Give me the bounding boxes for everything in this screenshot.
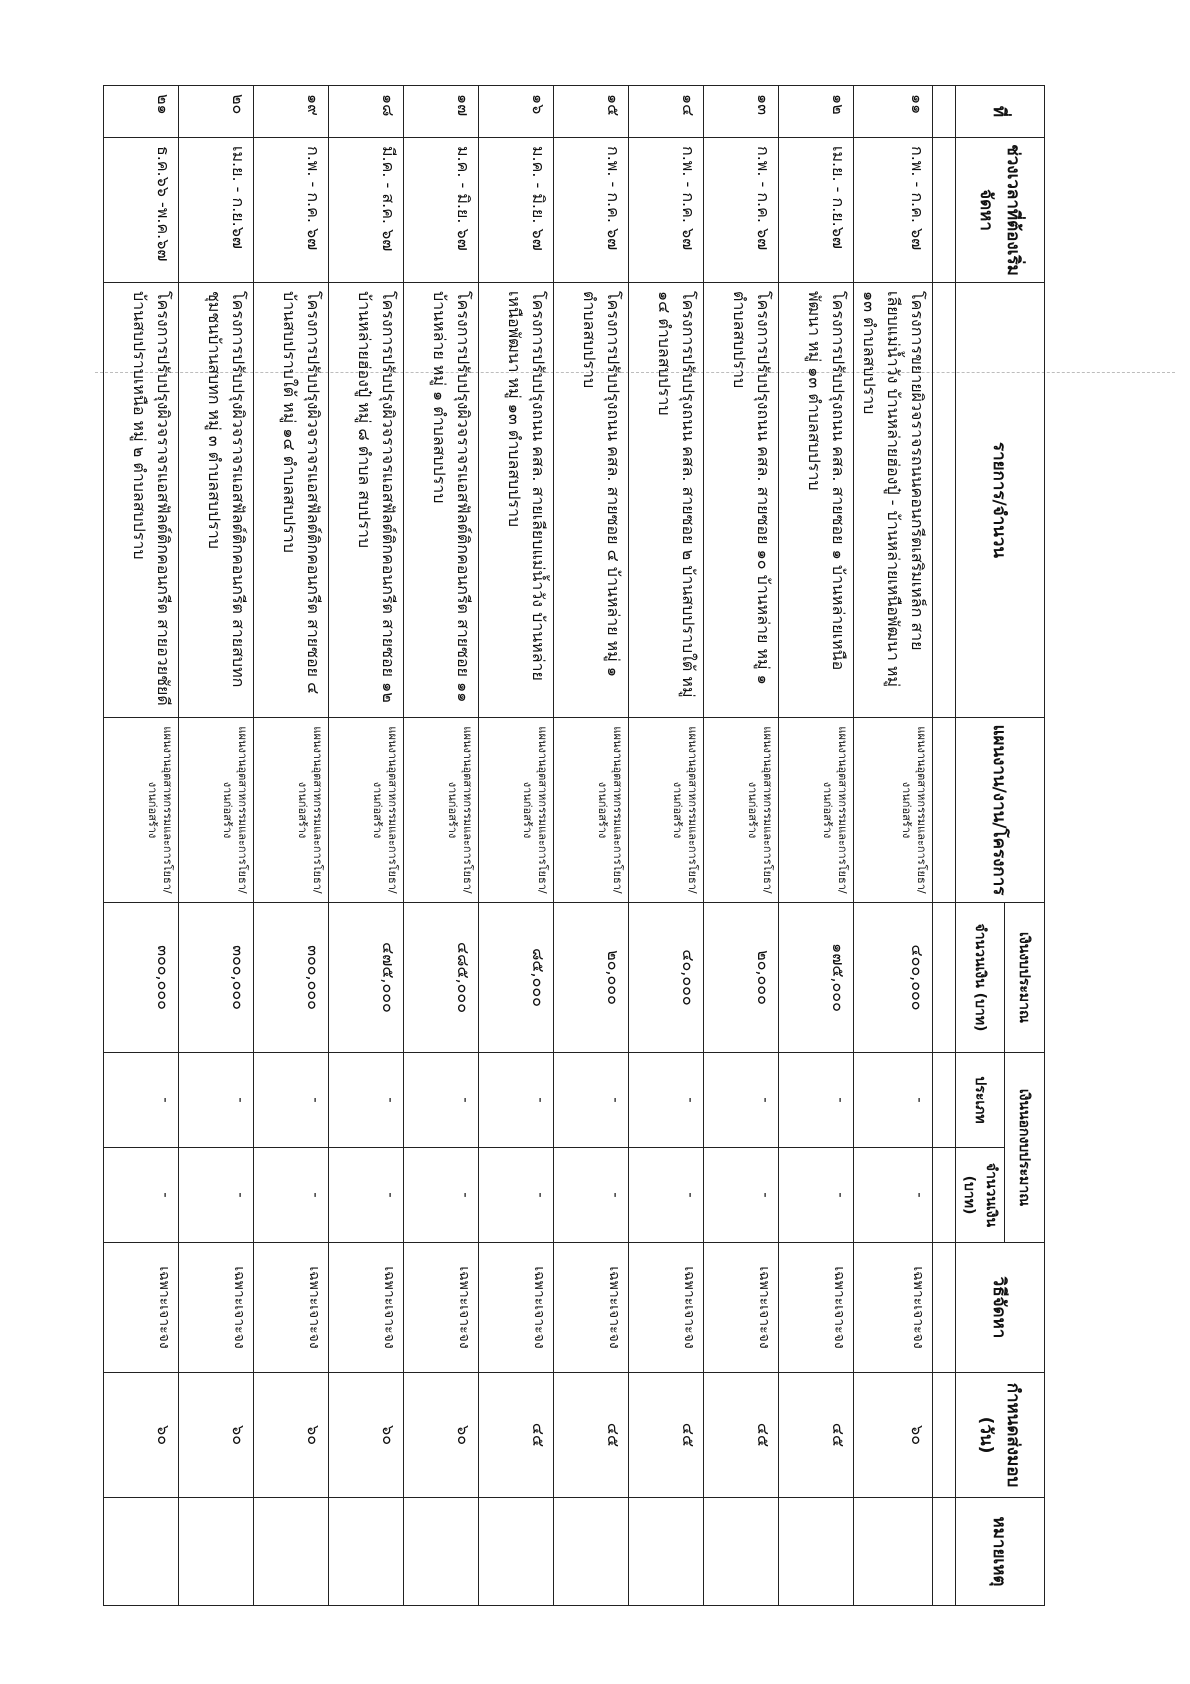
table-row	[779, 86, 854, 1606]
table-row	[629, 86, 704, 1606]
cell-item: โครงการขยายผิวจราจรถนนคอนกรีตเสริมเหล็ก สายเลียบแม่น้ำวัง บ้านหล่ายฮ่องปู๋ - บ้านหล่ายเหนือพัฒนา หมู่ ๑๓ ตำบลสบปราบ	[854, 283, 933, 718]
cell-offbudget-type: -	[704, 1053, 779, 1148]
cell-note	[629, 1498, 704, 1606]
cell-budget-amount: ๔๐๐,๐๐๐	[854, 903, 933, 1053]
col-dept-header: แผนงาน/งาน/โครงการ	[956, 718, 1045, 903]
cell-delivery-days: ๔๕	[704, 1373, 779, 1498]
table-row	[179, 86, 254, 1606]
cell-offbudget-type: -	[779, 1053, 854, 1148]
cell-note	[854, 1498, 933, 1606]
cell-offbudget-amount: -	[554, 1148, 629, 1243]
cell-offbudget-type: -	[629, 1053, 704, 1148]
cell-offbudget-type: -	[854, 1053, 933, 1148]
table-row	[404, 86, 479, 1606]
cell-delivery-days: ๖๐	[104, 1373, 179, 1498]
cell-dept: แผนงานอุตสาหกรรมและการโยธา/งานก่อสร้าง	[629, 718, 704, 903]
cell-offbudget-type: -	[404, 1053, 479, 1148]
cell-offbudget-amount: -	[629, 1148, 704, 1243]
cell-method: เฉพาะเจาะจง	[179, 1243, 254, 1373]
cell-period: เม.ย. - ก.ย.๖๗	[779, 138, 854, 283]
cell-budget-amount: ๓๐๐,๐๐๐	[104, 903, 179, 1053]
cell-delivery-days: ๔๕	[554, 1373, 629, 1498]
cell-period: มี.ค. - ส.ค. ๖๗	[329, 138, 404, 283]
cell-no: ๑๕	[554, 86, 629, 138]
cell-method: เฉพาะเจาะจง	[779, 1243, 854, 1373]
table-row	[704, 86, 779, 1606]
cell-item: โครงการปรับปรุงถนน คสล. สายซอย ๒ บ้านสบปราบใต้ หมู่ ๑๔ ตำบลสบปราบ	[629, 283, 704, 718]
cell-offbudget-amount: -	[854, 1148, 933, 1243]
table-row	[254, 86, 329, 1606]
cell-method: เฉพาะเจาะจง	[104, 1243, 179, 1373]
table-body	[104, 86, 956, 1606]
table-row	[329, 86, 404, 1606]
table-row	[104, 86, 179, 1606]
col-budget-amount-header: จำนวนเงิน (บาท)	[956, 903, 1005, 1053]
cell-no: ๑๔	[629, 86, 704, 138]
cell-note	[704, 1498, 779, 1606]
cell-delivery-days: ๖๐	[854, 1373, 933, 1498]
cell-period: ธ.ค.๖๖ -พ.ค.๖๗	[104, 138, 179, 283]
cell-item: โครงการปรับปรุงถนน คสล. สายเลียบแม่น้ำวัง บ้านหล่ายเหนือพัฒนา หมู่ ๑๓ ตำบลสบปราบ	[479, 283, 554, 718]
cell-note	[179, 1498, 254, 1606]
cell-dept: แผนงานอุตสาหกรรมและการโยธา/งานก่อสร้าง	[479, 718, 554, 903]
cell-note	[554, 1498, 629, 1606]
cell-item: โครงการปรับปรุงผิวจราจรแอสฟัลต์ติกคอนกรีต สายอวยชัยดี บ้านสบปราบเหนือ หมู่ ๒ ตำบลสบปราบ	[104, 283, 179, 718]
cell-period: เม.ย. - ก.ย.๖๗	[179, 138, 254, 283]
cell-period: ก.พ. - ก.ค. ๖๗	[704, 138, 779, 283]
table-row	[554, 86, 629, 1606]
cell-item: โครงการปรับปรุงถนน คสล. สายซอย ๑ บ้านหล่ายเหนือพัฒนา หมู่ ๑๓ ตำบลสบปราบ	[779, 283, 854, 718]
cell-dept: แผนงานอุตสาหกรรมและการโยธา/งานก่อสร้าง	[854, 718, 933, 903]
cell-offbudget-amount: -	[779, 1148, 854, 1243]
cell-dept: แผนงานอุตสาหกรรมและการโยธา/งานก่อสร้าง	[554, 718, 629, 903]
cell-dept: แผนงานอุตสาหกรรมและการโยธา/งานก่อสร้าง	[179, 718, 254, 903]
col-note-header: หมายเหตุ	[956, 1498, 1045, 1606]
cell-budget-amount: ๔๐,๐๐๐	[629, 903, 704, 1053]
table-spacer-row	[933, 86, 956, 1606]
cell-no: ๑๘	[329, 86, 404, 138]
cell-method: เฉพาะเจาะจง	[479, 1243, 554, 1373]
cell-dept: แผนงานอุตสาหกรรมและการโยธา/งานก่อสร้าง	[104, 718, 179, 903]
cell-no: ๑๗	[404, 86, 479, 138]
cell-note	[254, 1498, 329, 1606]
cell-period: ม.ค. - มิ.ย. ๖๗	[404, 138, 479, 283]
cell-delivery-days: ๖๐	[404, 1373, 479, 1498]
cell-note	[779, 1498, 854, 1606]
cell-delivery-days: ๖๐	[179, 1373, 254, 1498]
cell-method: เฉพาะเจาะจง	[854, 1243, 933, 1373]
cell-budget-amount: ๒๐,๐๐๐	[554, 903, 629, 1053]
table-row	[854, 86, 933, 1606]
cell-budget-amount: ๓๐๐,๐๐๐	[254, 903, 329, 1053]
cell-budget-amount: ๑๗๕,๐๐๐	[779, 903, 854, 1053]
cell-method: เฉพาะเจาะจง	[629, 1243, 704, 1373]
col-offbudget-group-header: เงินนอกงบประมาณ	[1005, 1053, 1045, 1243]
cell-budget-amount: ๒๐,๐๐๐	[704, 903, 779, 1053]
cell-period: ม.ค. - มิ.ย. ๖๗	[479, 138, 554, 283]
cell-delivery-days: ๖๐	[254, 1373, 329, 1498]
cell-item: โครงการปรับปรุงถนน คสล. สายซอย ๔ บ้านหล่าย หมู่ ๑ ตำบลสบปราบ	[554, 283, 629, 718]
cell-no: ๑๒	[779, 86, 854, 138]
cell-method: เฉพาะเจาะจง	[329, 1243, 404, 1373]
cell-offbudget-type: -	[104, 1053, 179, 1148]
cell-item: โครงการปรับปรุงผิวจราจรแอสฟัลต์ติกคอนกรีต สายสบทก ชุมชนบ้านสบทก หมู่ ๓ ตำบลสบปราบ	[179, 283, 254, 718]
cell-method: เฉพาะเจาะจง	[254, 1243, 329, 1373]
col-offbudget-type-header: ประเภท	[956, 1053, 1005, 1148]
cell-no: ๑๑	[854, 86, 933, 138]
table-header	[956, 86, 1045, 1606]
cell-offbudget-type: -	[479, 1053, 554, 1148]
cell-period: ก.พ. - ก.ค. ๖๗	[554, 138, 629, 283]
cell-budget-amount: ๔๗๕,๐๐๐	[329, 903, 404, 1053]
cell-method: เฉพาะเจาะจง	[554, 1243, 629, 1373]
col-delivery-header: กำหนดส่งมอบ (วัน)	[956, 1373, 1045, 1498]
cell-no: ๑๙	[254, 86, 329, 138]
cell-budget-amount: ๔๘๕,๐๐๐	[404, 903, 479, 1053]
cell-note	[329, 1498, 404, 1606]
procurement-plan-table	[103, 85, 1045, 1606]
cell-delivery-days: ๔๕	[479, 1373, 554, 1498]
cell-dept: แผนงานอุตสาหกรรมและการโยธา/งานก่อสร้าง	[404, 718, 479, 903]
cell-note	[479, 1498, 554, 1606]
cell-period: ก.พ. - ก.ค. ๖๗	[854, 138, 933, 283]
cell-offbudget-amount: -	[104, 1148, 179, 1243]
cell-offbudget-amount: -	[479, 1148, 554, 1243]
cell-offbudget-type: -	[554, 1053, 629, 1148]
cell-offbudget-amount: -	[329, 1148, 404, 1243]
cell-period: ก.พ. - ก.ค. ๖๗	[629, 138, 704, 283]
table-row	[479, 86, 554, 1606]
col-offbudget-amount-header: จำนวนเงิน (บาท)	[956, 1148, 1005, 1243]
cell-note	[404, 1498, 479, 1606]
cell-budget-amount: ๘๕,๐๐๐	[479, 903, 554, 1053]
procurement-plan-sheet	[120, 85, 1045, 1605]
cell-delivery-days: ๖๐	[329, 1373, 404, 1498]
cell-offbudget-amount: -	[704, 1148, 779, 1243]
col-method-header: วิธีจัดหา	[956, 1243, 1045, 1373]
cell-no: ๑๓	[704, 86, 779, 138]
col-item-header: รายการ/จำนวน	[956, 283, 1045, 718]
cell-delivery-days: ๔๕	[629, 1373, 704, 1498]
cell-offbudget-type: -	[329, 1053, 404, 1148]
cell-no: ๒๑	[104, 86, 179, 138]
cell-offbudget-amount: -	[404, 1148, 479, 1243]
cell-item: โครงการปรับปรุงผิวจราจรแอสฟัลต์ติกคอนกรีต สายซอย ๔ บ้านสบปราบใต้ หมู่ ๑๔ ตำบลสบปราบ	[254, 283, 329, 718]
cell-note	[104, 1498, 179, 1606]
cell-offbudget-amount: -	[254, 1148, 329, 1243]
cell-method: เฉพาะเจาะจง	[404, 1243, 479, 1373]
cell-dept: แผนงานอุตสาหกรรมและการโยธา/งานก่อสร้าง	[329, 718, 404, 903]
cell-no: ๒๐	[179, 86, 254, 138]
cell-offbudget-type: -	[254, 1053, 329, 1148]
col-no-header: ที่	[956, 86, 1045, 138]
cell-dept: แผนงานอุตสาหกรรมและการโยธา/งานก่อสร้าง	[704, 718, 779, 903]
cell-delivery-days: ๔๕	[779, 1373, 854, 1498]
cell-offbudget-amount: -	[179, 1148, 254, 1243]
cell-no: ๑๖	[479, 86, 554, 138]
cell-offbudget-type: -	[179, 1053, 254, 1148]
cell-dept: แผนงานอุตสาหกรรมและการโยธา/งานก่อสร้าง	[779, 718, 854, 903]
col-budget-group-header: เงินงบประมาณ	[1005, 903, 1045, 1053]
cell-dept: แผนงานอุตสาหกรรมและการโยธา/งานก่อสร้าง	[254, 718, 329, 903]
cell-method: เฉพาะเจาะจง	[704, 1243, 779, 1373]
col-period-header: ช่วงเวลาที่ต้องเริ่มจัดหา	[956, 138, 1045, 283]
cell-item: โครงการปรับปรุงผิวจราจรแอสฟัลต์ติกคอนกรีต สายซอย ๑๒ บ้านหล่ายฮ่องปู๋ หมู่ ๘ ตำบล สบปราบ	[329, 283, 404, 718]
cell-budget-amount: ๓๐๐,๐๐๐	[179, 903, 254, 1053]
cell-period: ก.พ. - ก.ค. ๖๗	[254, 138, 329, 283]
cell-item: โครงการปรับปรุงผิวจราจรแอสฟัลต์ติกคอนกรีต สายซอย ๑๑ บ้านหล่าย หมู่ ๑ ตำบลสบปราบ	[404, 283, 479, 718]
cell-item: โครงการปรับปรุงถนน คสล. สายซอย ๑๐ บ้านหล่าย หมู่ ๑ ตำบลสบปราบ	[704, 283, 779, 718]
